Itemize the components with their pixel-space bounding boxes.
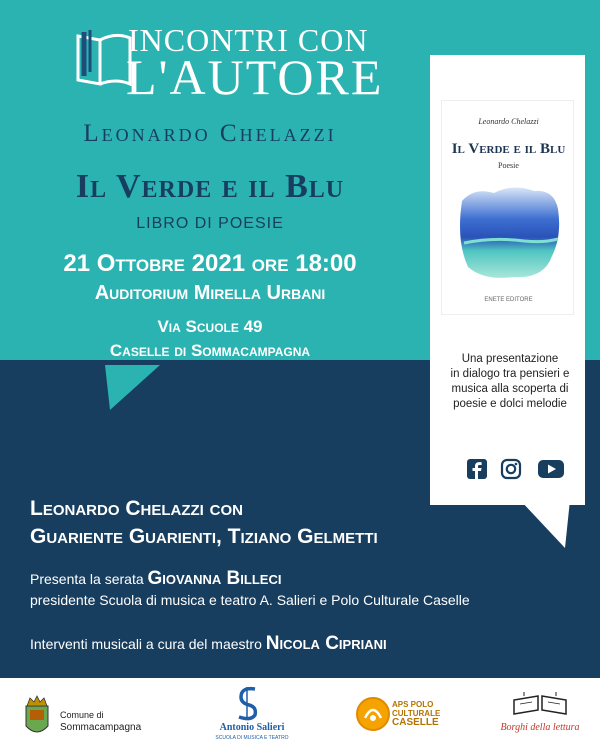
presenter-name: Giovanna Billeci [147,568,282,589]
address-line2: Caselle di Sommacampagna [109,341,311,360]
salieri-name: Antonio Salieri [219,722,285,733]
author-name: Leonardo Chelazzi [83,120,337,147]
header-title-line2: L'AUTORE [126,49,384,105]
salieri-logo-icon [233,685,263,721]
musician-name: Nicola Cipriani [265,633,387,654]
event-venue: Auditorium Mirella Urbani [94,282,326,304]
aps-text [392,700,440,727]
cover-publisher: ENETE EDITORE [484,297,533,303]
description-line: in dialogo tra pensieri e [450,368,570,380]
presenter-line [30,568,281,590]
event-date: 21 Ottobre 2021 ore 18:00 [63,250,357,277]
borghi-label: Borghi della lettura [500,722,580,733]
aps-line1: APS POLO [392,700,434,709]
book-description [440,352,580,412]
youtube-icon[interactable] [537,458,565,480]
address-line1: Via Scuole 49 [157,317,263,336]
instagram-icon[interactable] [500,458,522,480]
aps-line2: CULTURALE [392,709,441,718]
presenter-prefix: Presenta la serata [30,571,144,587]
comune-label: Comune di [60,710,104,720]
music-prefix: Interventi musicali a cura del maestro [30,636,262,652]
description-line: musica alla scoperta di [451,383,569,395]
salieri-subtitle: SCUOLA DI MUSICA E TEATRO [215,735,289,741]
description-line: Una presentazione [461,353,559,365]
description-line: poesie e dolci melodie [453,398,567,410]
music-line [30,633,387,655]
presenter-role: presidente Scuola di musica e teatro A. Salieri e Polo Culturale Caselle [30,592,470,608]
facebook-icon[interactable] [466,458,488,480]
header-title-line1: INCONTRI CON [128,22,369,58]
comune-crest-icon [22,692,52,742]
aps-logo-icon [355,696,391,732]
book-title: Il Verde e il Blu [75,168,345,205]
open-book-icon [510,690,570,720]
cover-title: Il Verde e il Blu [451,141,566,157]
aps-line3: CASELLE [392,717,439,728]
cover-author: Leonardo Chelazzi [478,117,539,126]
speakers-line2: Guariente Guarienti, Tiziano Gelmetti [30,525,378,548]
book-subtitle: LIBRO DI POESIE [136,215,284,232]
cover-subtitle: Poesie [498,161,519,170]
speakers-line1: Leonardo Chelazzi con [30,497,243,520]
book-cover [441,100,574,315]
comune-name: Sommacampagna [60,722,142,733]
cover-artwork [454,181,564,286]
